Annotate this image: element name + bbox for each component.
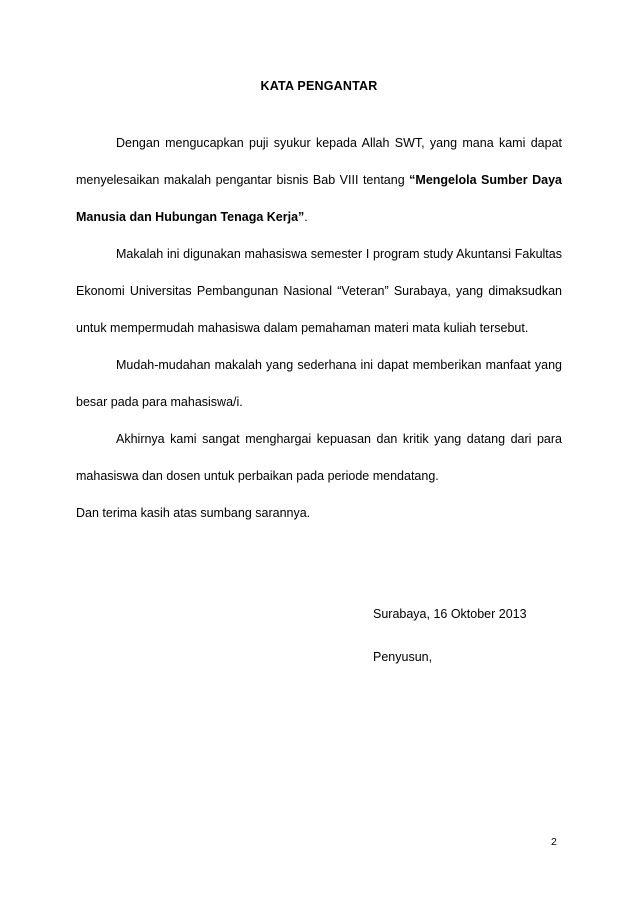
paragraph-1 — [76, 125, 562, 236]
paragraph-1-text: Dengan mengucapkan puji syukur kepada Allah SWT, yang mana kami dapat menyelesaikan makalah pengantar bisnis Bab VIII tentang — [76, 136, 562, 187]
paragraph-1-bold-title: “Mengelola Sumber Daya Manusia dan Hubungan Tenaga Kerja” — [76, 173, 562, 224]
paragraph-2: Makalah ini digunakan mahasiswa semester I program study Akuntansi Fakultas Ekonomi Universitas Pembangunan Nasional “Veteran” Surabaya, yang dimaksudkan untuk mempermudah mahasiswa dalam pemahaman materi mata kuliah tersebut. — [76, 247, 562, 335]
body-text — [76, 125, 562, 532]
paragraph-1-end: . — [304, 210, 308, 224]
signature-author: Penyusun, — [373, 650, 433, 664]
page-number: 2 — [551, 836, 557, 848]
page-title: KATA PENGANTAR — [260, 79, 378, 93]
paragraph-4: Akhirnya kami sangat menghargai kepuasan dan kritik yang datang dari para mahasiswa dan dosen untuk perbaikan pada periode mendatang. — [76, 432, 562, 483]
signature-place-date: Surabaya, 16 Oktober 2013 — [373, 607, 527, 621]
paragraph-5: Dan terima kasih atas sumbang sarannya. — [76, 506, 311, 520]
paragraph-3: Mudah-mudahan makalah yang sederhana ini dapat memberikan manfaat yang besar pada para mahasiswa/i. — [76, 358, 562, 409]
